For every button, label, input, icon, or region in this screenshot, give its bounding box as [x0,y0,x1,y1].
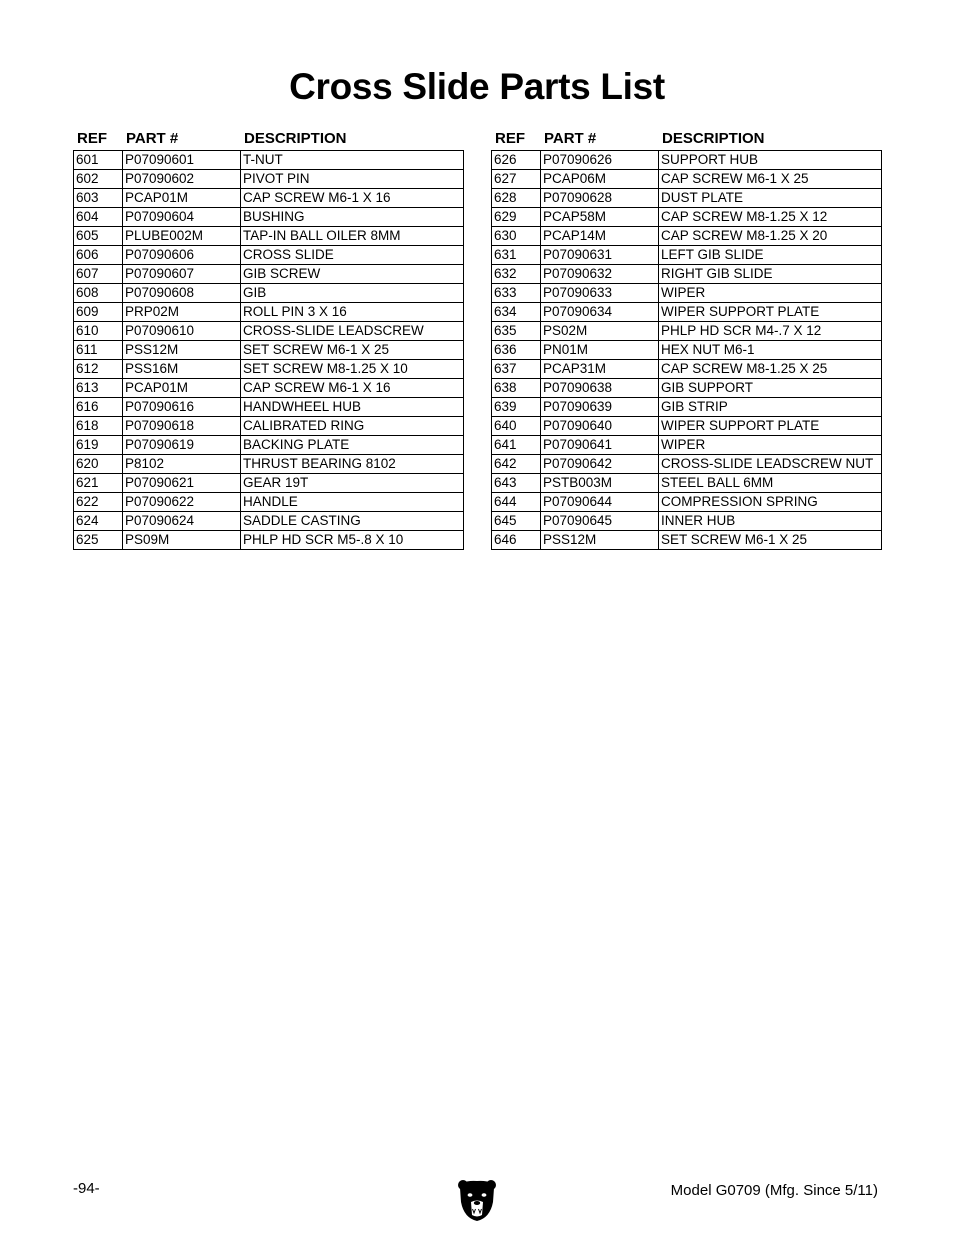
table-row [74,189,464,208]
description-cell: HEX NUT M6-1 [659,341,882,360]
ref-cell: 605 [74,227,123,246]
ref-cell: 635 [492,322,541,341]
table-row [74,474,464,493]
table-row [492,531,882,550]
table-row [492,284,882,303]
table-row [492,341,882,360]
part-number-cell: P07090632 [541,265,659,284]
table-row [492,227,882,246]
table-body-right [492,151,882,550]
header-ref: REF [77,129,107,147]
table-row [74,265,464,284]
part-number-cell: P07090640 [541,417,659,436]
ref-cell: 619 [74,436,123,455]
ref-cell: 602 [74,170,123,189]
ref-cell: 637 [492,360,541,379]
part-number-cell: P07090633 [541,284,659,303]
ref-cell: 606 [74,246,123,265]
ref-cell: 618 [74,417,123,436]
table-row [74,322,464,341]
table-row [74,455,464,474]
part-number-cell: P07090616 [123,398,241,417]
part-number-cell: P07090606 [123,246,241,265]
description-cell: BUSHING [241,208,464,227]
table-row [492,151,882,170]
ref-cell: 631 [492,246,541,265]
part-number-cell: P07090602 [123,170,241,189]
table-row [74,151,464,170]
part-number-cell: P07090631 [541,246,659,265]
description-cell: CAP SCREW M8-1.25 X 12 [659,208,882,227]
table-row [492,322,882,341]
part-number-cell: P8102 [123,455,241,474]
description-cell: SADDLE CASTING [241,512,464,531]
page-number: -94- [73,1180,100,1197]
part-number-cell: PCAP01M [123,379,241,398]
description-cell: CAP SCREW M8-1.25 X 25 [659,360,882,379]
header-part: PART # [126,129,179,147]
part-number-cell: P07090634 [541,303,659,322]
description-cell: INNER HUB [659,512,882,531]
ref-cell: 638 [492,379,541,398]
parts-table-left [73,128,463,550]
ref-cell: 643 [492,474,541,493]
header-description: DESCRIPTION [662,129,765,147]
table-row [74,398,464,417]
ref-cell: 642 [492,455,541,474]
description-cell: GIB SCREW [241,265,464,284]
description-cell: CAP SCREW M8-1.25 X 20 [659,227,882,246]
table-row [74,379,464,398]
parts-table-right [491,128,881,550]
ref-cell: 640 [492,417,541,436]
ref-cell: 646 [492,531,541,550]
part-number-cell: P07090639 [541,398,659,417]
part-number-cell: PCAP06M [541,170,659,189]
description-cell: CROSS SLIDE [241,246,464,265]
part-number-cell: P07090621 [123,474,241,493]
table-row [492,303,882,322]
table-row [492,436,882,455]
description-cell: CROSS-SLIDE LEADSCREW [241,322,464,341]
description-cell: LEFT GIB SLIDE [659,246,882,265]
part-number-cell: P07090610 [123,322,241,341]
description-cell: CROSS-SLIDE LEADSCREW NUT [659,455,882,474]
table-row [74,360,464,379]
table-header [73,128,463,148]
description-cell: GIB STRIP [659,398,882,417]
description-cell: PIVOT PIN [241,170,464,189]
part-number-cell: P07090608 [123,284,241,303]
description-cell: WIPER SUPPORT PLATE [659,303,882,322]
ref-cell: 612 [74,360,123,379]
ref-cell: 628 [492,189,541,208]
ref-cell: 607 [74,265,123,284]
description-cell: TAP-IN BALL OILER 8MM [241,227,464,246]
table-row [74,531,464,550]
table-row [492,379,882,398]
ref-cell: 610 [74,322,123,341]
description-cell: PHLP HD SCR M4-.7 X 12 [659,322,882,341]
table-row [74,303,464,322]
description-cell: RIGHT GIB SLIDE [659,265,882,284]
header-part: PART # [544,129,597,147]
part-number-cell: PSS12M [541,531,659,550]
part-number-cell: P07090604 [123,208,241,227]
table-row [74,417,464,436]
description-cell: BACKING PLATE [241,436,464,455]
ref-cell: 629 [492,208,541,227]
description-cell: WIPER [659,436,882,455]
description-cell: SET SCREW M8-1.25 X 10 [241,360,464,379]
ref-cell: 603 [74,189,123,208]
description-cell: DUST PLATE [659,189,882,208]
part-number-cell: PSTB003M [541,474,659,493]
table-row [74,512,464,531]
description-cell: GEAR 19T [241,474,464,493]
ref-cell: 630 [492,227,541,246]
part-number-cell: PCAP58M [541,208,659,227]
description-cell: HANDLE [241,493,464,512]
part-number-cell: P07090607 [123,265,241,284]
table-row [74,246,464,265]
ref-cell: 624 [74,512,123,531]
table-row [492,512,882,531]
description-cell: HANDWHEEL HUB [241,398,464,417]
description-cell: SET SCREW M6-1 X 25 [241,341,464,360]
part-number-cell: P07090638 [541,379,659,398]
description-cell: COMPRESSION SPRING [659,493,882,512]
table-row [492,474,882,493]
description-cell: CALIBRATED RING [241,417,464,436]
ref-cell: 641 [492,436,541,455]
description-cell: ROLL PIN 3 X 16 [241,303,464,322]
table-row [492,417,882,436]
description-cell: PHLP HD SCR M5-.8 X 10 [241,531,464,550]
table-row [492,493,882,512]
bear-logo-icon [457,1178,497,1222]
ref-cell: 611 [74,341,123,360]
table-row [492,208,882,227]
part-number-cell: P07090626 [541,151,659,170]
description-cell: GIB [241,284,464,303]
part-number-cell: P07090642 [541,455,659,474]
ref-cell: 609 [74,303,123,322]
part-number-cell: P07090618 [123,417,241,436]
table-row [74,284,464,303]
ref-cell: 604 [74,208,123,227]
description-cell: CAP SCREW M6-1 X 16 [241,379,464,398]
part-number-cell: PLUBE002M [123,227,241,246]
part-number-cell: P07090619 [123,436,241,455]
table-row [492,189,882,208]
part-number-cell: PN01M [541,341,659,360]
part-number-cell: PS02M [541,322,659,341]
ref-cell: 636 [492,341,541,360]
ref-cell: 620 [74,455,123,474]
description-cell: SET SCREW M6-1 X 25 [659,531,882,550]
description-cell: T-NUT [241,151,464,170]
description-cell: WIPER [659,284,882,303]
table-row [492,265,882,284]
part-number-cell: P07090628 [541,189,659,208]
part-number-cell: P07090645 [541,512,659,531]
description-cell: THRUST BEARING 8102 [241,455,464,474]
page-title: Cross Slide Parts List [289,66,665,107]
part-number-cell: PSS16M [123,360,241,379]
table-header [491,128,881,148]
model-label: Model G0709 (Mfg. Since 5/11) [670,1182,878,1199]
ref-cell: 625 [74,531,123,550]
table-row [74,170,464,189]
description-cell: GIB SUPPORT [659,379,882,398]
part-number-cell: PRP02M [123,303,241,322]
table-row [492,360,882,379]
part-number-cell: P07090644 [541,493,659,512]
ref-cell: 622 [74,493,123,512]
description-cell: STEEL BALL 6MM [659,474,882,493]
part-number-cell: PCAP31M [541,360,659,379]
table-body-left [74,151,464,550]
part-number-cell: P07090622 [123,493,241,512]
table-row [74,493,464,512]
table-row [492,246,882,265]
description-cell: CAP SCREW M6-1 X 25 [659,170,882,189]
part-number-cell: PCAP14M [541,227,659,246]
ref-cell: 634 [492,303,541,322]
description-cell: WIPER SUPPORT PLATE [659,417,882,436]
header-ref: REF [495,129,525,147]
ref-cell: 608 [74,284,123,303]
ref-cell: 627 [492,170,541,189]
ref-cell: 644 [492,493,541,512]
part-number-cell: PS09M [123,531,241,550]
table-row [74,436,464,455]
ref-cell: 613 [74,379,123,398]
ref-cell: 632 [492,265,541,284]
part-number-cell: P07090624 [123,512,241,531]
ref-cell: 639 [492,398,541,417]
part-number-cell: PSS12M [123,341,241,360]
table-row [492,170,882,189]
part-number-cell: P07090601 [123,151,241,170]
table-row [492,398,882,417]
part-number-cell: PCAP01M [123,189,241,208]
table-row [492,455,882,474]
ref-cell: 626 [492,151,541,170]
ref-cell: 601 [74,151,123,170]
table-row [74,341,464,360]
ref-cell: 621 [74,474,123,493]
part-number-cell: P07090641 [541,436,659,455]
description-cell: SUPPORT HUB [659,151,882,170]
table-row [74,208,464,227]
header-description: DESCRIPTION [244,129,347,147]
ref-cell: 616 [74,398,123,417]
description-cell: CAP SCREW M6-1 X 16 [241,189,464,208]
table-row [74,227,464,246]
ref-cell: 633 [492,284,541,303]
ref-cell: 645 [492,512,541,531]
